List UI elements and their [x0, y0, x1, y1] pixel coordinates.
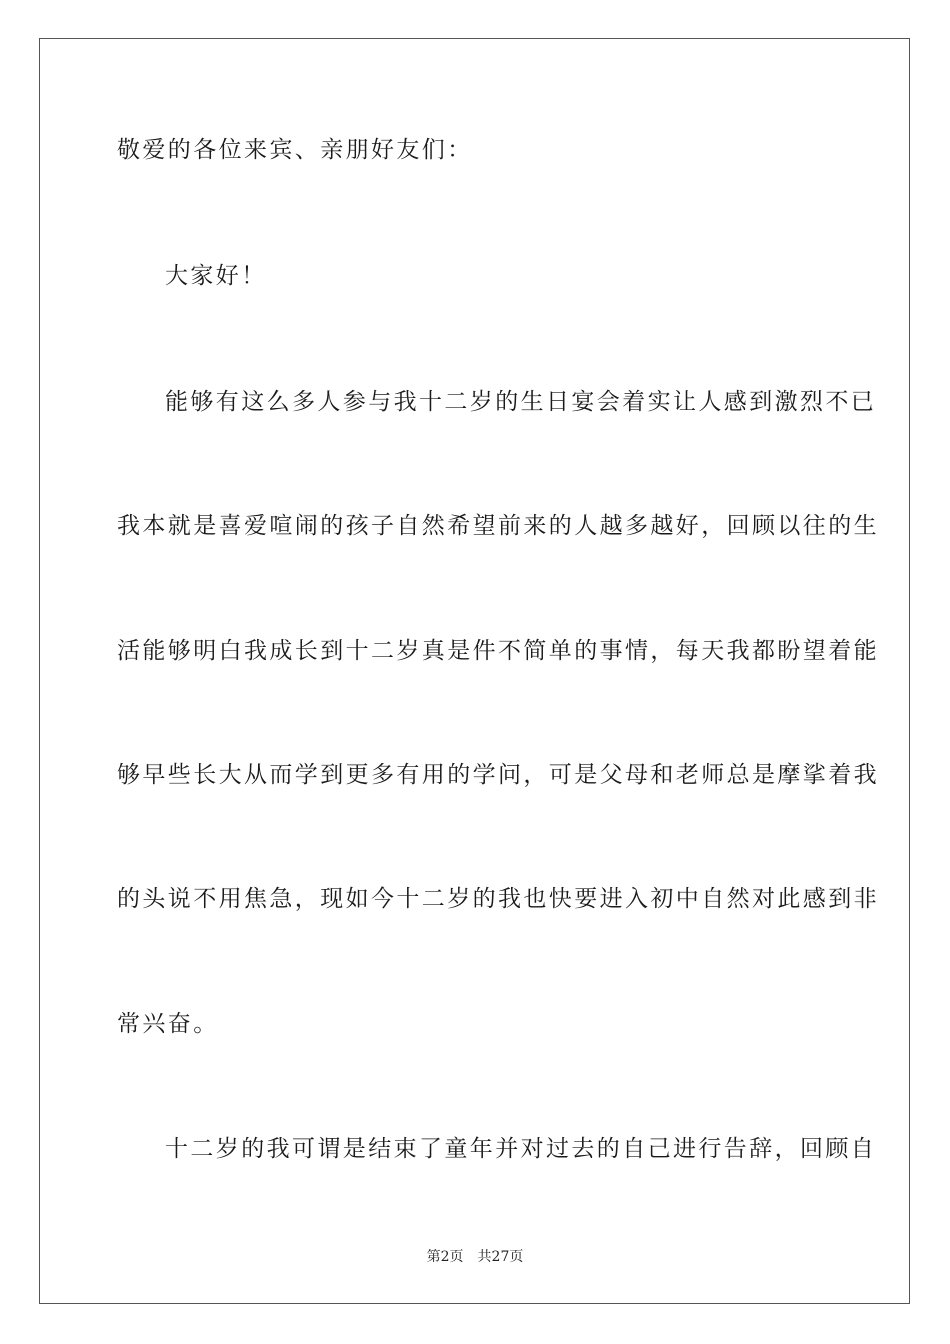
paragraph-line: 我本就是喜爱喧闹的孩子自然希望前来的人越多越好，回顾以往的生	[117, 513, 879, 539]
paragraph-line: 的头说不用焦急，现如今十二岁的我也快要进入初中自然对此感到非	[117, 886, 879, 912]
paragraph-line: 十二岁的我可谓是结束了童年并对过去的自己进行告辞，回顾自	[165, 1136, 877, 1162]
paragraph-line: 够早些长大从而学到更多有用的学问，可是父母和老师总是摩挲着我	[117, 762, 879, 788]
page-total: 共27页	[477, 1249, 524, 1265]
paragraph-line: 能够有这么多人参与我十二岁的生日宴会着实让人感到激烈不已	[165, 389, 877, 415]
paragraph-line: 活能够明白我成长到十二岁真是件不简单的事情，每天我都盼望着能	[117, 638, 879, 664]
page-footer	[0, 1248, 950, 1266]
salutation-line: 敬爱的各位来宾、亲朋好友们：	[117, 137, 473, 163]
page-border	[39, 38, 910, 1304]
greeting-line: 大家好！	[165, 263, 267, 289]
page-number: 第2页	[426, 1249, 464, 1265]
paragraph-line: 常兴奋。	[117, 1011, 219, 1037]
